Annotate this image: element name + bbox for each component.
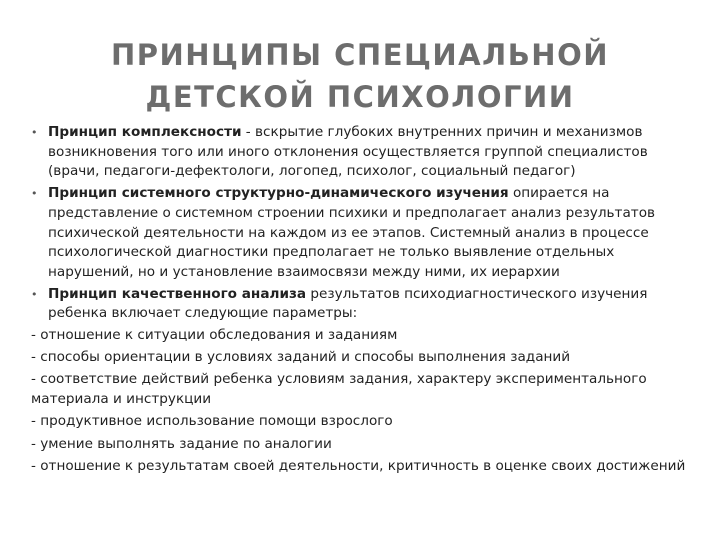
bullet-item-qualitative <box>31 285 693 324</box>
parameter-item: - отношение к результатам своей деятельности, критичность в оценке своих достижений <box>31 457 686 474</box>
bullet-item-complexity <box>31 123 693 182</box>
bullet-dot-icon: • <box>31 187 38 201</box>
bullet-dot-icon: • <box>31 126 38 139</box>
bullet-item-systemic <box>31 184 693 283</box>
title-line-2: ДЕТСКОЙ ПСИХОЛОГИИ <box>145 80 575 114</box>
parameter-item: - способы ориентации в условиях заданий и способы выполнения заданий <box>31 349 571 366</box>
parameter-item: - продуктивное использование помощи взрослого <box>31 413 393 430</box>
bullet-dot-icon: • <box>31 287 38 301</box>
parameter-item: - соответствие действий ребенка условиям задания, характеру экспериментального материала и инструкции <box>31 371 647 408</box>
bullet-term: Принцип комплексности <box>48 124 242 140</box>
bullet-text: опирается на представление о системном строении психики и предполагает анализ результатов психической деятельности на каждом из ее этапов. Системный анализ в процессе психологической диагностики предполагает не только выявление отдельных нарушений, но и установление взаимосвязи между ними, их иерархии <box>48 185 656 280</box>
bullet-term: Принцип качественного анализа <box>48 285 307 302</box>
slide-body <box>31 123 693 479</box>
title-line-1: ПРИНЦИПЫ СПЕЦИАЛЬНОЙ <box>110 38 610 72</box>
bullet-term: Принцип системного структурно-динамического изучения <box>48 185 509 202</box>
bullet-text: - вскрытие глубоких внутренних причин и механизмов возникновения того или иного отклонения осуществляется группой специалистов (врачи, педагоги-дефектологи, логопед, психолог, социальный педагог) <box>48 124 648 180</box>
bullet-text: результатов психодиагностического изучения ребенка включает следующие параметры: <box>48 285 648 322</box>
parameter-item: - умение выполнять задание по аналогии <box>31 435 332 452</box>
parameter-item: - отношение к ситуации обследования и заданиям <box>31 327 398 344</box>
slide-title <box>40 34 680 118</box>
